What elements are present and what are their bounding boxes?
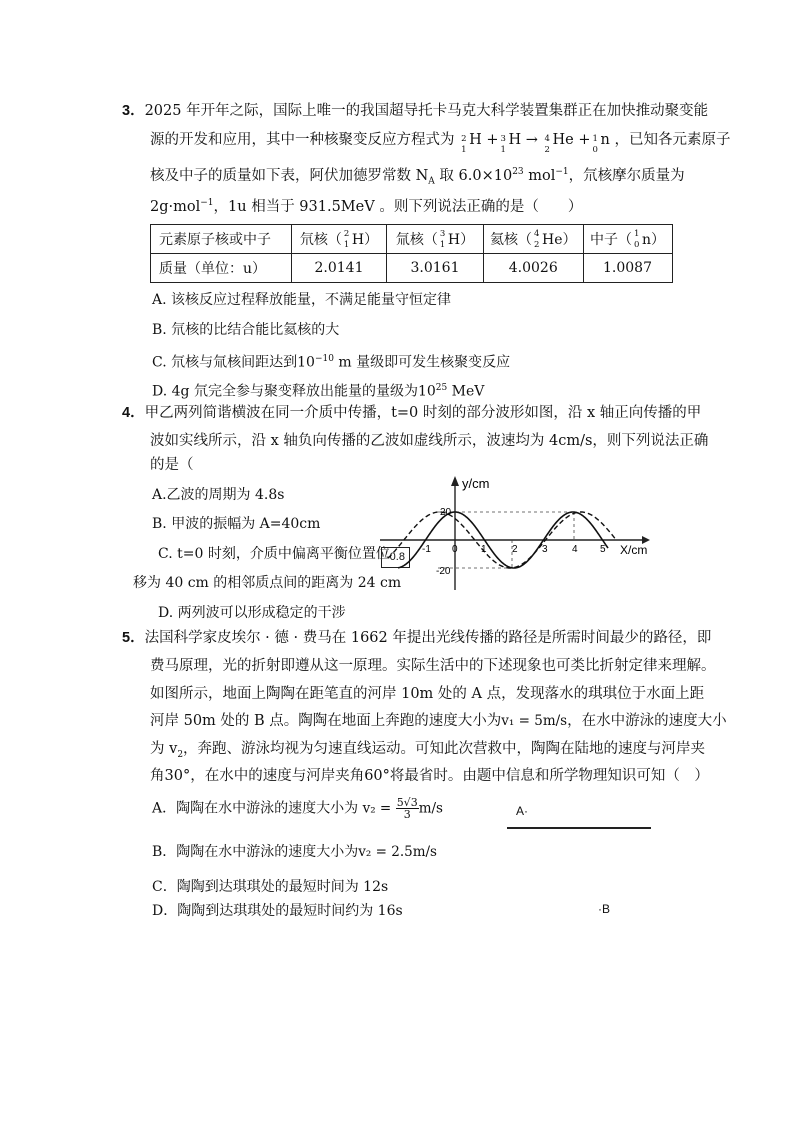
- q5-option-b-val: v₂ = 2.5m/s: [358, 844, 437, 860]
- q4-number: 4．: [122, 405, 145, 421]
- q5-line5-b: ，奔跑、游泳均视为匀速直线运动。可知此次营救中，陶陶在陆地的速度与河岸夹: [183, 741, 706, 757]
- wave-graph-svg: [380, 470, 660, 595]
- table-cell-neutron: 1.0087: [583, 254, 672, 283]
- q5-line6: 角30°，在水中的速度与河岸夹角60°将最省时。由题中信息和所学物理知识可知（ ）: [150, 768, 709, 784]
- q5-line4: [150, 711, 727, 731]
- table-cell-helium: 4.0026: [484, 254, 584, 283]
- q3-line2: [150, 130, 731, 155]
- q5-number: 5．: [122, 630, 145, 646]
- q3-option-d: [152, 378, 484, 402]
- q5-line4-b: ，在水中游泳的速度大小: [567, 713, 727, 729]
- q5-option-a-num: 5√3: [396, 796, 418, 809]
- q4-option-c-line1: C. t=0 时刻，介质中偏离平衡位置位: [158, 546, 390, 562]
- q3-line3-exp: 23: [512, 167, 524, 177]
- q4-option-c-line2: 移为 40 cm 的相邻质点间的距离为 24 cm: [133, 575, 402, 591]
- q5-line5-a: 为 v: [150, 741, 178, 757]
- q3-line3-d: ，氘核摩尔质量为: [568, 167, 685, 184]
- q5-option-a-unit: m/s: [418, 800, 443, 817]
- table-col-deuterium: 氘核（ 2 1 H）: [292, 225, 387, 254]
- q3-line2-pre: 源的开发和应用，其中一种核聚变反应方程式为: [150, 132, 455, 148]
- q4-line1: [122, 403, 701, 423]
- table-col-tritium: 氚核（ 3 1 H）: [387, 225, 484, 254]
- q5-option-b: [152, 842, 437, 862]
- q3-option-c: [152, 349, 510, 373]
- q3-option-a: A. 该核反应过程释放能量，不满足能量守恒定律: [152, 292, 452, 308]
- table-col-helium: 氦核（ 4 2 He）: [484, 225, 584, 254]
- q3-line4-a: 2g·mol: [150, 198, 201, 215]
- table-col-neutron: 中子（ 1 0 n）: [583, 225, 672, 254]
- y-tick-neg20: -20: [436, 566, 451, 577]
- mass-table-header: [151, 225, 673, 254]
- q3-line3-b: 取 6.0×10: [434, 167, 513, 184]
- q3-line3-a: 核及中子的质量如下表，阿伏加德罗常数 N: [150, 167, 429, 184]
- y-tick-20: 20: [440, 507, 452, 518]
- q5-line4-a: 河岸 50m 处的 B 点。陶陶在地面上奔跑的速度大小为: [150, 713, 502, 729]
- x-tick-4: 4: [572, 544, 578, 555]
- table-row-label: 质量（单位：u）: [151, 254, 292, 283]
- q3-option-c-pre: C. 氘核与氚核间距达到10: [152, 354, 315, 371]
- q5-option-c: C．陶陶到达琪琪处的最短时间为 12s: [152, 879, 389, 895]
- q5-option-a-lhs: v₂ =: [362, 800, 392, 817]
- q3-option-d-pre: D. 4g 氘完全参与聚变释放出能量的量级为10: [152, 383, 436, 400]
- point-b-label: ·B: [598, 902, 610, 916]
- q3-line3-sub: A: [428, 176, 435, 187]
- q5-line5: [150, 739, 705, 765]
- x-tick-5: 5: [600, 544, 606, 555]
- q3-option-c-post: m 量级即可发生核聚变反应: [333, 354, 511, 371]
- x-tick-2: 2: [512, 544, 518, 555]
- q4-line3: 的是（: [150, 457, 194, 473]
- q3-line3: [150, 162, 685, 192]
- q3-option-d-exp: 25: [435, 383, 448, 393]
- x-tick-1: 1: [481, 544, 487, 555]
- x-tick-3: 3: [542, 544, 548, 555]
- q5-option-b-pre: B．陶陶在水中游泳的速度大小为: [152, 844, 359, 860]
- q4-option-b: B. 甲波的振幅为 A=40cm: [152, 516, 321, 532]
- mass-table-row: [151, 254, 673, 283]
- q3-line4-exp: −1: [200, 198, 214, 208]
- q5-option-a: [152, 797, 443, 820]
- x-tick-neg1: -1: [422, 544, 431, 555]
- x-tick-0: 0: [452, 544, 458, 555]
- q3-option-c-exp: −10: [314, 354, 334, 364]
- table-cell-tritium: 3.0161: [387, 254, 484, 283]
- q3-line3-c: mol: [523, 167, 556, 184]
- q4-line1-text: 甲乙两列简谐横波在同一介质中传播，t=0 时刻的部分波形如图，沿 x 轴正向传播的甲: [144, 405, 702, 421]
- y-axis-label: y/cm: [462, 476, 490, 491]
- q3-line4: [150, 193, 582, 217]
- table-cell-deuterium: 2.0141: [292, 254, 387, 283]
- q3-line1: [122, 101, 708, 121]
- q5-line1: [122, 628, 711, 648]
- fusion-equation: 2 1 H + 3 1 H → 4 2 He + 1 0 n: [461, 132, 615, 155]
- mass-table: [150, 224, 673, 283]
- q4-option-a: A.乙波的周期为 4.8s: [152, 487, 285, 503]
- river-bank-line: [507, 827, 651, 829]
- q5-line4-v: v₁ = 5m/s: [501, 713, 568, 729]
- wave-graph: [380, 470, 660, 595]
- q3-line3-exp2: −1: [555, 167, 569, 177]
- q3-number: 3．: [122, 103, 145, 119]
- q5-option-a-den: 3: [403, 808, 411, 821]
- q3-line1-text: 2025 年开年之际，国际上唯一的我国超导托卡马克大科学装置集群正在加快推动聚变能: [144, 103, 709, 119]
- q3-option-b: B. 氘核的比结合能比氦核的大: [152, 322, 340, 338]
- q5-option-a-fraction: [396, 797, 419, 820]
- q4-line2: 波如实线所示，沿 x 轴负向传播的乙波如虚线所示，波速均为 4cm/s，则下列说法正确: [150, 433, 709, 449]
- q5-line5-sub: 2: [177, 749, 184, 760]
- q3-line2-post: ，已知各元素原子: [614, 132, 731, 148]
- table-header-label: 元素原子核或中子: [151, 225, 292, 254]
- q5-line1-text: 法国科学家皮埃尔 · 德 · 费马在 1662 年提出光线传播的路径是所需时间最少的路径，即: [144, 630, 712, 646]
- point-a-label: A·: [516, 804, 528, 818]
- q5-option-d: D．陶陶到达琪琪处的最短时间约为 16s: [152, 903, 403, 919]
- q3-line4-b: ，1u 相当于 931.5MeV 。则下列说法正确的是（ ）: [213, 198, 583, 215]
- q5-line3: 如图所示，地面上陶陶在距笔直的河岸 10m 处的 A 点，发现落水的琪琪位于水面上距: [150, 686, 705, 702]
- q5-option-a-pre: A．陶陶在水中游泳的速度大小为: [152, 800, 359, 817]
- graph-box-label: -0.8: [381, 547, 410, 568]
- x-axis-label: X/cm: [620, 543, 648, 557]
- q5-line2: 费马原理，光的折射即遵从这一原理。实际生活中的下述现象也可类比折射定律来理解。: [150, 658, 716, 674]
- q4-option-d: D. 两列波可以形成稳定的干涉: [158, 605, 346, 621]
- y-axis-arrow: [451, 476, 459, 486]
- q3-option-d-post: MeV: [447, 383, 485, 400]
